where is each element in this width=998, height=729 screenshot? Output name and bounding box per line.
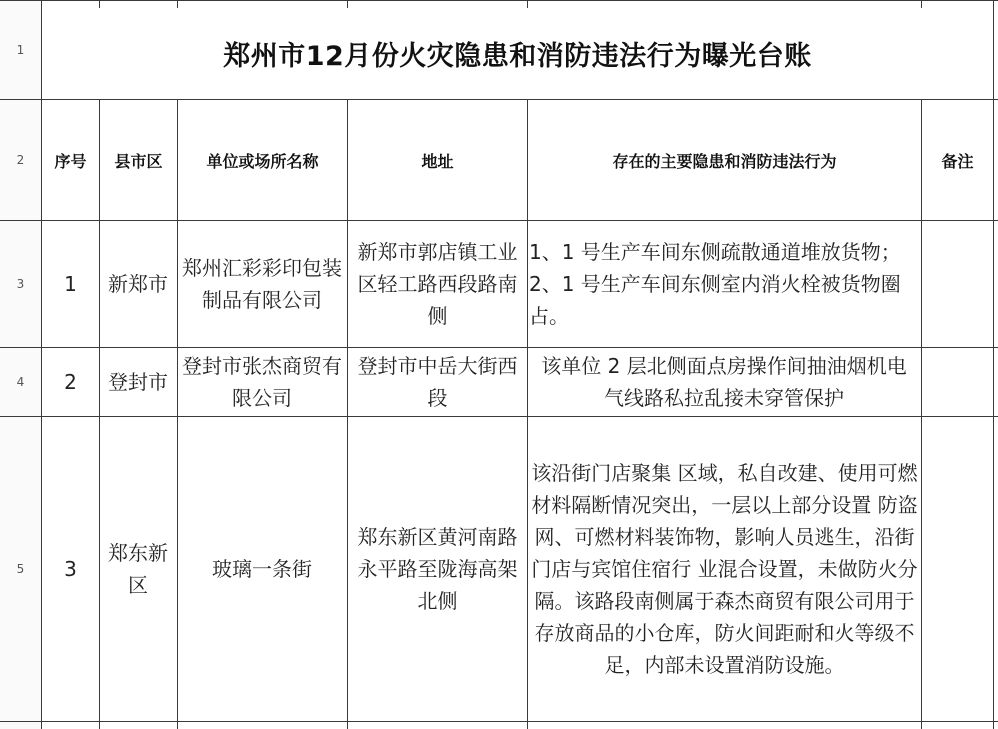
cell-index[interactable]: 2: [64, 370, 77, 394]
grid-line: [527, 0, 528, 8]
header-unit[interactable]: 单位或场所名称: [206, 151, 319, 171]
cell-issues[interactable]: 该沿街门店聚集 区域，私自改建、使用可燃材料隔断情况突出，一层以上部分设置 防盗网、可燃材料装饰物，影响人员逃生，沿街门店与宾馆住宿行 业混合设置，未做防火分隔。该路段南侧属于森杰商贸有限公司用于存放商品的小仓库，防火间距耐和火等级不足，内部未设置消防设施。: [531, 461, 918, 677]
grid-line: [993, 0, 994, 729]
cell-index[interactable]: 1: [64, 272, 77, 296]
header-remark[interactable]: 备注: [941, 151, 974, 171]
sheet-title[interactable]: 郑州市12月份火灾隐患和消防违法行为曝光台账: [223, 41, 812, 72]
cell-issues[interactable]: 1、1 号生产车间东侧疏散通道堆放货物；2、1 号生产车间东侧室内消火栓被货物圈占。: [529, 240, 901, 328]
cell-unit[interactable]: 登封市张杰商贸有限公司: [182, 354, 342, 410]
row-number[interactable]: 1: [16, 42, 25, 57]
row-number[interactable]: 3: [16, 276, 25, 291]
grid-line: [99, 0, 100, 8]
row-number[interactable]: 5: [16, 561, 25, 576]
cell-district[interactable]: 登封市: [108, 370, 168, 394]
cell-district[interactable]: 新郑市: [108, 272, 168, 296]
grid-line: [177, 0, 178, 8]
header-index[interactable]: 序号: [54, 151, 87, 171]
cell-remark[interactable]: [922, 221, 993, 347]
cell-unit[interactable]: 玻璃一条街: [212, 557, 312, 581]
cell-unit[interactable]: 郑州汇彩彩印包装制品有限公司: [182, 256, 342, 312]
cell-district[interactable]: 郑东新区: [108, 541, 168, 597]
row-number[interactable]: 4: [16, 374, 25, 389]
grid-line: [347, 0, 348, 8]
cell-index[interactable]: 3: [64, 557, 77, 581]
row-number[interactable]: 2: [16, 152, 25, 167]
header-address[interactable]: 地址: [421, 151, 454, 171]
grid-line: [0, 0, 998, 1]
cell-address[interactable]: 新郑市郭店镇工业区轻工路西段路南侧: [357, 240, 518, 328]
grid-line: [921, 0, 922, 8]
header-district[interactable]: 县市区: [114, 151, 163, 171]
cell-address[interactable]: 郑东新区黄河南路永平路至陇海高架北侧: [357, 525, 518, 613]
header-issues[interactable]: 存在的主要隐患和消防违法行为: [612, 151, 837, 171]
cell-remark[interactable]: [922, 417, 993, 721]
grid-line: [0, 721, 998, 722]
cell-issues[interactable]: 该单位 2 层北侧面点房操作间抽油烟机电气线路私拉乱接未穿管保护: [541, 354, 907, 410]
cell-remark[interactable]: [922, 348, 993, 416]
cell-address[interactable]: 登封市中岳大街西段: [357, 354, 518, 410]
